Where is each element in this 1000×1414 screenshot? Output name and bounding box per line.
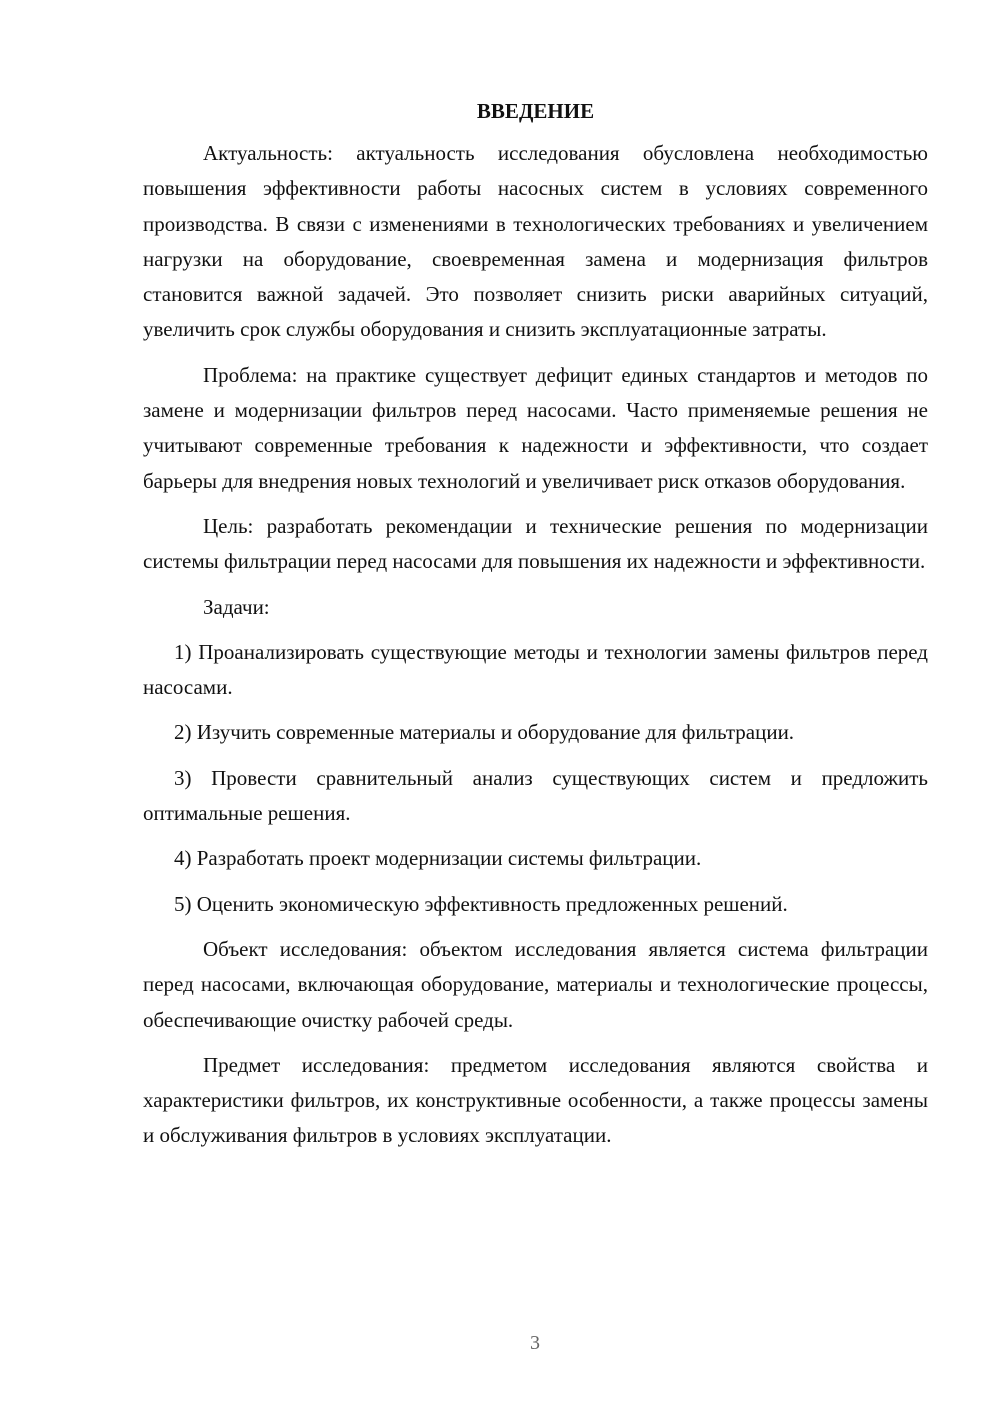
- task-item-5: 5) Оценить экономическую эффективность предложенных решений.: [174, 891, 788, 916]
- paragraph-object: Объект исследования: объектом исследования является система фильтрации перед насосами, включающая оборудование, материалы и технологические процессы, обеспечивающие очистку рабочей среды.: [143, 936, 928, 1032]
- paragraph-relevance: Актуальность: актуальность исследования обусловлена необходимостью повышения эффективности работы насосных систем в условиях современного производства. В связи с изменениями в технологических требованиях и увеличением нагрузки на оборудование, своевременная замена и модернизация фильтров становится важной задачей. Это позволяет снизить риски аварийных ситуаций, увеличить срок службы оборудования и снизить эксплуатационные затраты.: [143, 141, 928, 342]
- page-title: ВВЕДЕНИЕ: [476, 99, 595, 123]
- document-page: [143, 94, 928, 1164]
- paragraph-goal: Цель: разработать рекомендации и технические решения по модернизации системы фильтрации перед насосами для повышения их надежности и эффективности.: [143, 513, 928, 574]
- task-item-1: 1) Проанализировать существующие методы и технологии замены фильтров перед насосами.: [143, 639, 928, 700]
- task-item-4: 4) Разработать проект модернизации системы фильтрации.: [174, 846, 702, 871]
- tasks-heading: Задачи:: [203, 594, 270, 619]
- page-number: 3: [530, 1332, 540, 1354]
- paragraph-subject: Предмет исследования: предметом исследования являются свойства и характеристики фильтров, их конструктивные особенности, а также процессы замены и обслуживания фильтров в условиях эксплуатации.: [143, 1052, 928, 1148]
- task-item-2: 2) Изучить современные материалы и оборудование для фильтрации.: [174, 720, 795, 745]
- task-item-3: 3) Провести сравнительный анализ существующих систем и предложить оптимальные решения.: [143, 765, 928, 826]
- paragraph-problem: Проблема: на практике существует дефицит единых стандартов и методов по замене и модернизации фильтров перед насосами. Часто применяемые решения не учитывают современные требования к надежности и эффективности, что создает барьеры для внедрения новых технологий и увеличивает риск отказов оборудования.: [143, 362, 928, 493]
